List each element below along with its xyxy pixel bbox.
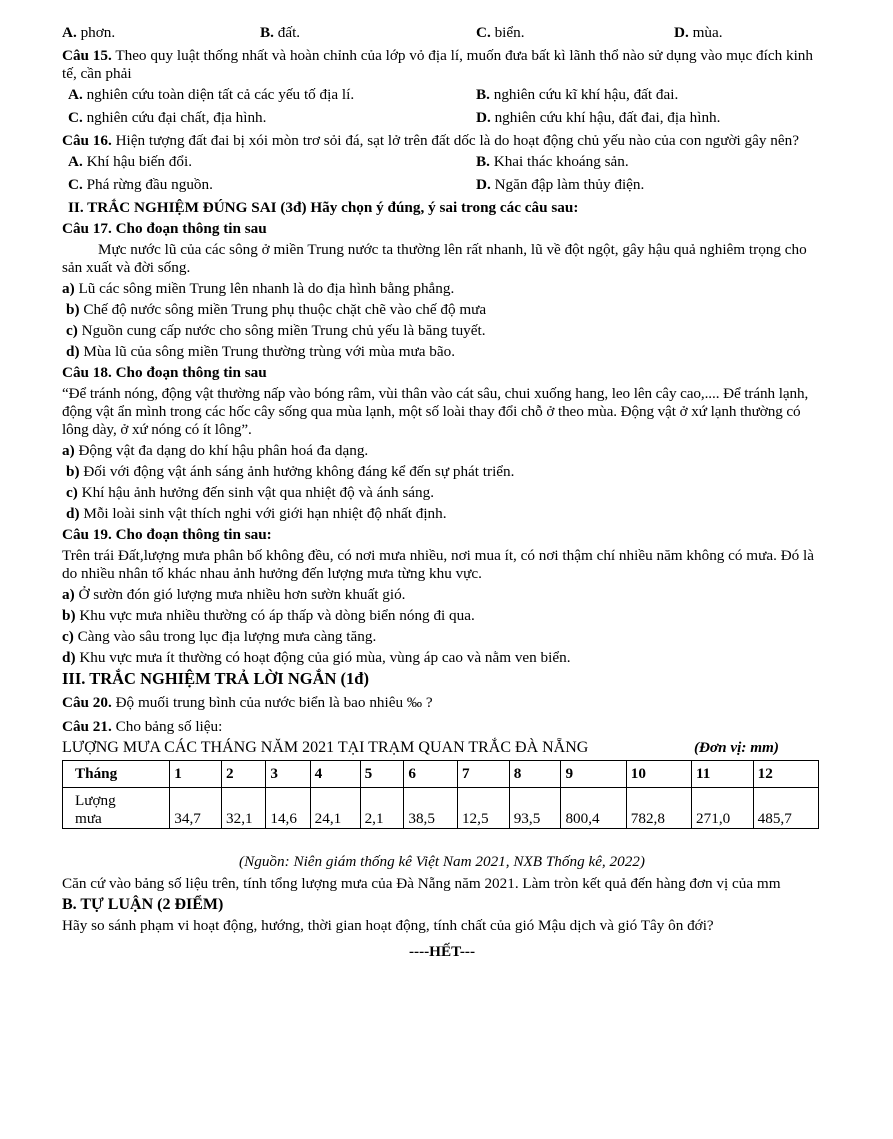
q15-option-b: B. nghiên cứu kĩ khí hậu, đất đai. xyxy=(476,86,679,103)
table-cell: 14,6 xyxy=(266,788,310,829)
q19-item-d: d) Khu vực mưa ít thường có hoạt động của gió mùa, vùng áp cao và nằm ven biển. xyxy=(62,649,571,666)
table-header-month: 7 xyxy=(457,761,509,788)
q19-item-a: a) Ở sườn đón gió lượng mưa nhiều hơn sườn khuất gió. xyxy=(62,586,406,603)
table-cell: 800,4 xyxy=(561,788,626,829)
q21-task: Căn cứ vào bảng số liệu trên, tính tổng lượng mưa của Đà Nẵng năm 2021. Làm tròn kết quả đến hàng đơn vị của mm xyxy=(62,875,781,892)
q19-item-b: b) Khu vực mưa nhiều thường có áp thấp và dòng biển nóng đi qua. xyxy=(62,607,475,624)
table-header-month: 10 xyxy=(626,761,691,788)
table-data-row xyxy=(63,788,819,829)
q15-option-c: C. nghiên cứu đại chất, địa hình. xyxy=(68,109,267,126)
q14-option-a: A. phơn. xyxy=(62,24,116,41)
table-caption xyxy=(62,739,822,759)
q14-option-d: D. mùa. xyxy=(674,24,723,41)
q16-options-row-1 xyxy=(62,153,822,173)
q14-option-b: B. đất. xyxy=(260,24,301,41)
q16-option-a: A. Khí hậu biến đổi. xyxy=(68,153,193,170)
q18-passage: “Để tránh nóng, động vật thường nấp vào bóng râm, vùi thân vào cát sâu, chui xuống hang, leo lên cây cao,.... Để tránh lạnh, động vật ẩn mình trong các hốc cây sống qua mùa lạnh, một số loài thay đổi chỗ ở theo mùa. Động vật ở xứ lạnh thường có lông dày, ở xứ nóng có ít lông”. xyxy=(62,385,809,438)
q18-item-a: a) Động vật đa dạng do khí hậu phân hoá đa dạng. xyxy=(62,442,369,459)
q17-passage: Mực nước lũ của các sông ở miền Trung nước ta thường lên rất nhanh, lũ về đột ngột, gây hậu quả nghiêm trọng cho sản xuất và đời sống. xyxy=(62,241,807,276)
table-header-month: 12 xyxy=(753,761,818,788)
table-header-month: 5 xyxy=(360,761,404,788)
q18-item-c: c) Khí hậu ảnh hưởng đến sinh vật qua nhiệt độ và ánh sáng. xyxy=(66,484,435,501)
table-header-row xyxy=(63,761,819,788)
table-header-month: 3 xyxy=(266,761,310,788)
q15-option-d: D. nghiên cứu khí hậu, đất đai, địa hình. xyxy=(476,109,721,126)
q19-item-c: c) Càng vào sâu trong lục địa lượng mưa càng tăng. xyxy=(62,628,377,645)
table-header-label: Tháng xyxy=(63,761,170,788)
q16-stem: Câu 16. Hiện tượng đất đai bị xói mòn trơ sỏi đá, sạt lở trên đất dốc là do hoạt động chủ yếu nào của con người gây nên? xyxy=(62,132,799,149)
end-marker: ----HẾT--- xyxy=(408,943,476,960)
table-cell: 2,1 xyxy=(360,788,404,829)
q17-heading: Câu 17. Cho đoạn thông tin sau xyxy=(62,220,267,237)
table-cell: 24,1 xyxy=(310,788,360,829)
table-cell: 485,7 xyxy=(753,788,818,829)
table-row-label: Lượng mưa xyxy=(63,788,170,829)
section-3-heading: III. TRẮC NGHIỆM TRẢ LỜI NGẮN (1đ) xyxy=(62,669,369,688)
table-unit: (Đơn vị: mm) xyxy=(694,739,779,756)
q18-item-d: d) Mỗi loài sinh vật thích nghi với giới hạn nhiệt độ nhất định. xyxy=(66,505,447,522)
table-header-month: 6 xyxy=(404,761,458,788)
q14-options xyxy=(62,24,822,44)
q16-options-row-2 xyxy=(62,176,822,196)
table-cell: 12,5 xyxy=(457,788,509,829)
section-2-heading: II. TRẮC NGHIỆM ĐÚNG SAI (3đ) Hãy chọn ý đúng, ý sai trong các câu sau: xyxy=(68,199,579,216)
q16-option-c: C. Phá rừng đầu nguồn. xyxy=(68,176,213,193)
table-source: (Nguồn: Niên giám thống kê Việt Nam 2021, NXB Thống kê, 2022) xyxy=(239,853,645,870)
table-cell: 782,8 xyxy=(626,788,691,829)
q20: Câu 20. Độ muối trung bình của nước biển là bao nhiêu ‰ ? xyxy=(62,694,433,711)
q17-item-b: b) Chế độ nước sông miền Trung phụ thuộc chặt chẽ vào chế độ mưa xyxy=(66,301,487,318)
rainfall-table xyxy=(62,760,819,829)
q15-option-a: A. nghiên cứu toàn diện tất cả các yếu tố địa lí. xyxy=(68,86,355,103)
q18-heading: Câu 18. Cho đoạn thông tin sau xyxy=(62,364,267,381)
table-cell: 34,7 xyxy=(170,788,222,829)
table-title: LƯỢNG MƯA CÁC THÁNG NĂM 2021 TẠI TRẠM QUAN TRẮC ĐÀ NẴNG xyxy=(62,739,589,756)
table-cell: 271,0 xyxy=(692,788,754,829)
table-cell: 38,5 xyxy=(404,788,458,829)
table-header-month: 8 xyxy=(509,761,561,788)
table-header-month: 4 xyxy=(310,761,360,788)
q21: Câu 21. Cho bảng số liệu: xyxy=(62,718,223,735)
q15-stem: Câu 15. Theo quy luật thống nhất và hoàn chỉnh của lớp vỏ địa lí, muốn đưa bất kì lãnh thổ nào sử dụng vào mục đích kinh tế, cần phải xyxy=(62,47,813,82)
table-header-month: 11 xyxy=(692,761,754,788)
q15-options-row-1 xyxy=(62,86,822,106)
q17-item-c: c) Nguồn cung cấp nước cho sông miền Trung chủ yếu là băng tuyết. xyxy=(66,322,486,339)
table-cell: 32,1 xyxy=(222,788,266,829)
part-b-heading: B. TỰ LUẬN (2 ĐIỂM) xyxy=(62,896,224,913)
table-cell: 93,5 xyxy=(509,788,561,829)
q19-heading: Câu 19. Cho đoạn thông tin sau: xyxy=(62,526,272,543)
q14-option-c: C. biển. xyxy=(476,24,525,41)
q17-item-d: d) Mùa lũ của sông miền Trung thường trùng với mùa mưa bão. xyxy=(66,343,455,360)
q15-options-row-2 xyxy=(62,109,822,129)
table-header-month: 2 xyxy=(222,761,266,788)
table-header-month: 9 xyxy=(561,761,626,788)
q16-option-b: B. Khai thác khoáng sản. xyxy=(476,153,629,170)
part-b-question: Hãy so sánh phạm vi hoạt động, hướng, thời gian hoạt động, tính chất của gió Mậu dịch và gió Tây ôn đới? xyxy=(62,917,714,934)
q19-passage: Trên trái Đất,lượng mưa phân bố không đều, có nơi mưa nhiều, nơi mua ít, có nơi thậm chí nhiều năm không có mưa. Đó là do nhiều nhân tố khác nhau ảnh hưởng đến lượng mưa từng khu vực. xyxy=(62,547,815,582)
table-header-month: 1 xyxy=(170,761,222,788)
q17-item-a: a) Lũ các sông miền Trung lên nhanh là do địa hình bằng phẳng. xyxy=(62,280,455,297)
exam-page xyxy=(62,24,822,961)
q16-option-d: D. Ngăn đập làm thủy điện. xyxy=(476,176,645,193)
q18-item-b: b) Đối với động vật ánh sáng ảnh hưởng không đáng kể đến sự phát triển. xyxy=(66,463,515,480)
